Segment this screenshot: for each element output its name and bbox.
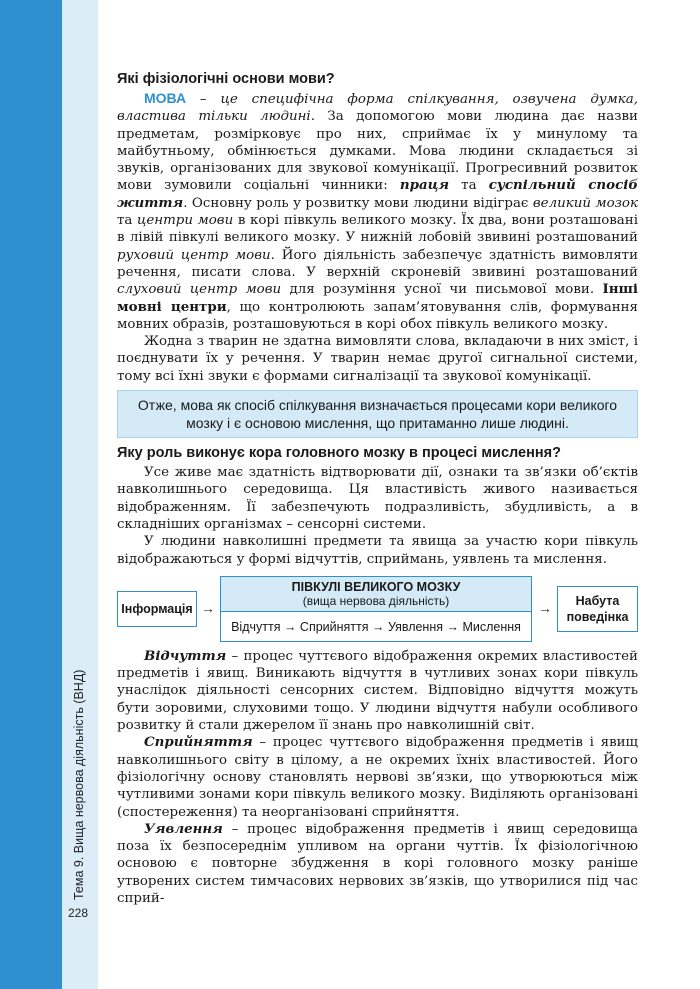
arrow-icon: →	[538, 599, 552, 616]
arrow-icon: →	[201, 599, 215, 616]
paragraph-perception: Сприйняття – процес чуттєвого відображення предметів і явищ навколишнього світу в цілому, а не окремих їхніх властивостей. Його фізіологічну основу становлять нервові зв’язки, що утворюються між чутливими зонами кори півкуль великого мозку. Виділяють організовані (спостереження) та неорганізовані сприйняття.	[117, 734, 638, 820]
conclusion-box: Отже, мова як спосіб спілкування визначається процесами кори великого мозку і є основою мислення, що притаманно лише людині.	[117, 390, 638, 438]
term-imagination: Уявлення	[144, 820, 223, 837]
term-perception: Сприйняття	[144, 734, 253, 751]
reflection-diagram	[117, 576, 638, 642]
diagram-hemispheres-box	[220, 576, 532, 642]
page-content	[117, 68, 638, 907]
paragraph-imagination: Уявлення – процес відображення предметів і явищ середовища поза їх безпосереднім упливом на органи чуттів. Їх фізіологічною основою є повторне збудження в корі головного мозку раніше утворених систем тимчасових нервових зв’язків, що утворилися під час сприй-	[117, 820, 638, 906]
heading-cortex-thinking: Яку роль виконує кора головного мозку в процесі мислення?	[117, 445, 561, 462]
diagram-center-title: ПІВКУЛІ ВЕЛИКОГО МОЗКУ	[291, 579, 461, 594]
page-number: 228	[68, 906, 89, 920]
paragraph-forms: У людини навколишні предмети та явища за участю кори півкуль відображаються у формі відчуттів, сприймань, уявлень та мислення.	[117, 534, 638, 567]
diagram-input-box: Інформація	[117, 591, 197, 627]
term-speech: МОВА	[144, 90, 187, 106]
sidebar-dark-stripe	[0, 0, 62, 989]
heading-speech-basis: Які фізіологічні основи мови?	[117, 71, 335, 87]
paragraph-reflection: Усе живе має здатність відтворювати дії, ознаки та зв’язки об’єктів навколишнього середовища. Ця властивість живого називається відображенням. Її забезпечують подразливість, збудливість, а в складніших організмах – сенсорні системи.	[117, 465, 638, 532]
term-sensation: Відчуття	[144, 647, 227, 664]
paragraph-speech: МОВА – це специфічна форма спілкування, озвучена думка, властива тільки людині. За допомогою мови людина дає назви предметам, розмірковує про них, сприймає їх у минулому та майбутньому, обмінюється думками. Мова людини складається зі звуків, організованих для звукової комунікації. Прогресивний розвиток мови зумовили соціальні чинники: праця та суспільний спосіб життя. Основну роль у розвитку мови людини відіграє великий мозок та центри мови в корі півкуль великого мозку. Їх два, вони розташовані в лівій півкулі великого мозку. У нижній лобовій звивині розташований руховий центр мови. Його діяльність забезпечує здатність вимовляти речення, писати слова. У верхній скроневій звивині розташований слуховий центр мови для розуміння усної чи письмової мови. Інші мовні центри, що контролюють запам’ятовування слів, формування мовних образів, розташовуються в корі обох півкуль великого мозку.	[117, 90, 638, 332]
diagram-center-subtitle: (вища нервова діяльність)	[302, 593, 450, 608]
paragraph-sensation: Відчуття – процес чуттєвого відображення окремих властивостей предметів і явищ. Виникають відчуття в чутливих зонах кори півкуль унаслідок діяльності сенсорних систем. Відповідно відчуття можуть бути зоровими, слуховими тощо. У людини відчуття набули особливого розвитку й стали джерелом її знань про навколишній світ.	[117, 647, 638, 734]
speech-definition: це специфічна форма спілкування, озвучена думка, властива тільки людині.	[117, 92, 638, 125]
chapter-title-vertical: Тема 9. Вища нервова діяльність (ВНД)	[72, 669, 86, 900]
paragraph-animals: Жодна з тварин не здатна вимовляти слова, вкладаючи в них зміст, і поєднувати їх у речення. У тварин немає другої сигнальної системи, тому всі їхні звуки є формами сигналізації та звукової комунікації.	[117, 334, 638, 384]
diagram-output-box: Набута поведінка	[557, 586, 638, 632]
diagram-process-chain: Відчуття → Сприйняття → Уявлення → Мислення	[231, 619, 521, 634]
